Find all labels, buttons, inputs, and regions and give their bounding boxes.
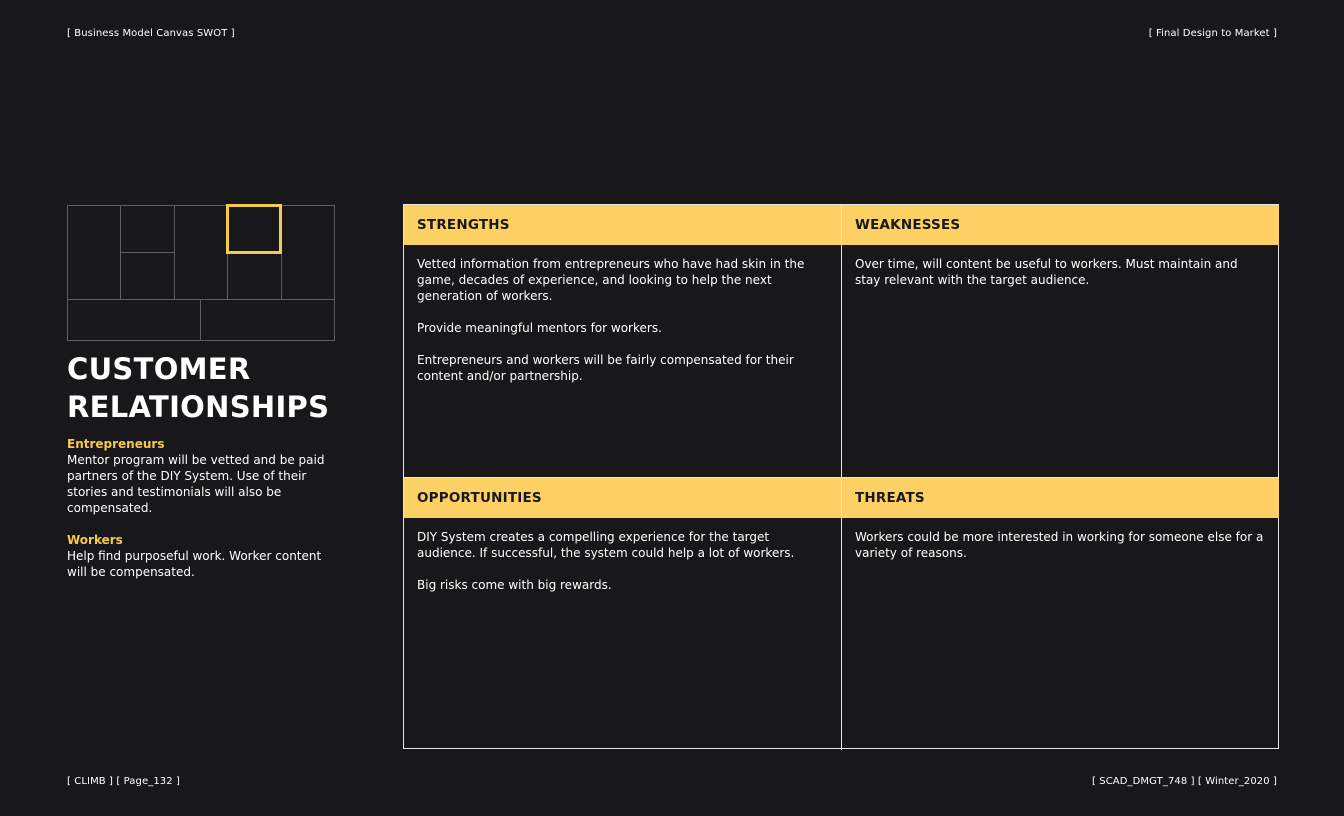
swot-item: Provide meaningful mentors for workers. [417, 321, 662, 335]
canvas-cell-key-resources [120, 252, 175, 300]
footer-course-label: [ SCAD_DMGT_748 ] [ Winter_2020 ] [1091, 776, 1277, 787]
segment-label: Entrepreneurs [67, 437, 165, 451]
swot-opportunities [404, 477, 841, 750]
header-project-label: [ Final Design to Market ] [1148, 28, 1277, 39]
canvas-cell-cost-structure [67, 299, 201, 341]
swot-grid [403, 204, 1279, 749]
segment-description: Help find purposeful work. Worker content will be compensated. [67, 549, 322, 579]
swot-item: Over time, will content be useful to workers. Must maintain and stay relevant with the target audience. [855, 257, 1238, 287]
canvas-cell-key-partners [67, 205, 121, 300]
swot-threats [841, 477, 1279, 750]
segment-label: Workers [67, 533, 123, 547]
swot-heading: WEAKNESSES [842, 205, 1279, 245]
footer-page-label: [ CLIMB ] [ Page_132 ] [67, 776, 180, 787]
canvas-cell-channels [227, 252, 282, 300]
canvas-cell-customer-relationships-highlight [226, 204, 282, 254]
business-model-canvas-thumbnail [67, 205, 335, 341]
canvas-cell-value-propositions [174, 205, 228, 300]
segment-description: Mentor program will be vetted and be paid partners of the DIY System. Use of their stories and testimonials will also be compensated. [67, 453, 325, 515]
swot-item: DIY System creates a compelling experience for the target audience. If successful, the system could help a lot of workers. [417, 530, 795, 560]
swot-heading: THREATS [842, 478, 1279, 518]
segment-workers [67, 532, 327, 580]
canvas-cell-key-activities [120, 205, 175, 253]
header-section-label: [ Business Model Canvas SWOT ] [67, 28, 235, 39]
swot-heading: STRENGTHS [404, 205, 841, 245]
segment-entrepreneurs [67, 436, 327, 516]
swot-heading: OPPORTUNITIES [404, 478, 841, 518]
swot-item: Entrepreneurs and workers will be fairly compensated for their content and/or partnership. [417, 353, 794, 383]
swot-item: Workers could be more interested in working for someone else for a variety of reasons. [855, 530, 1264, 560]
swot-weaknesses [841, 205, 1279, 477]
swot-item: Big risks come with big rewards. [417, 578, 612, 592]
page-title: CUSTOMER RELATIONSHIPS [67, 352, 330, 424]
swot-item: Vetted information from entrepreneurs who have had skin in the game, decades of experience, and looking to help the next generation of workers. [417, 257, 805, 303]
canvas-cell-customer-segments [281, 205, 335, 300]
swot-strengths [404, 205, 841, 477]
canvas-cell-revenue-streams [200, 299, 335, 341]
